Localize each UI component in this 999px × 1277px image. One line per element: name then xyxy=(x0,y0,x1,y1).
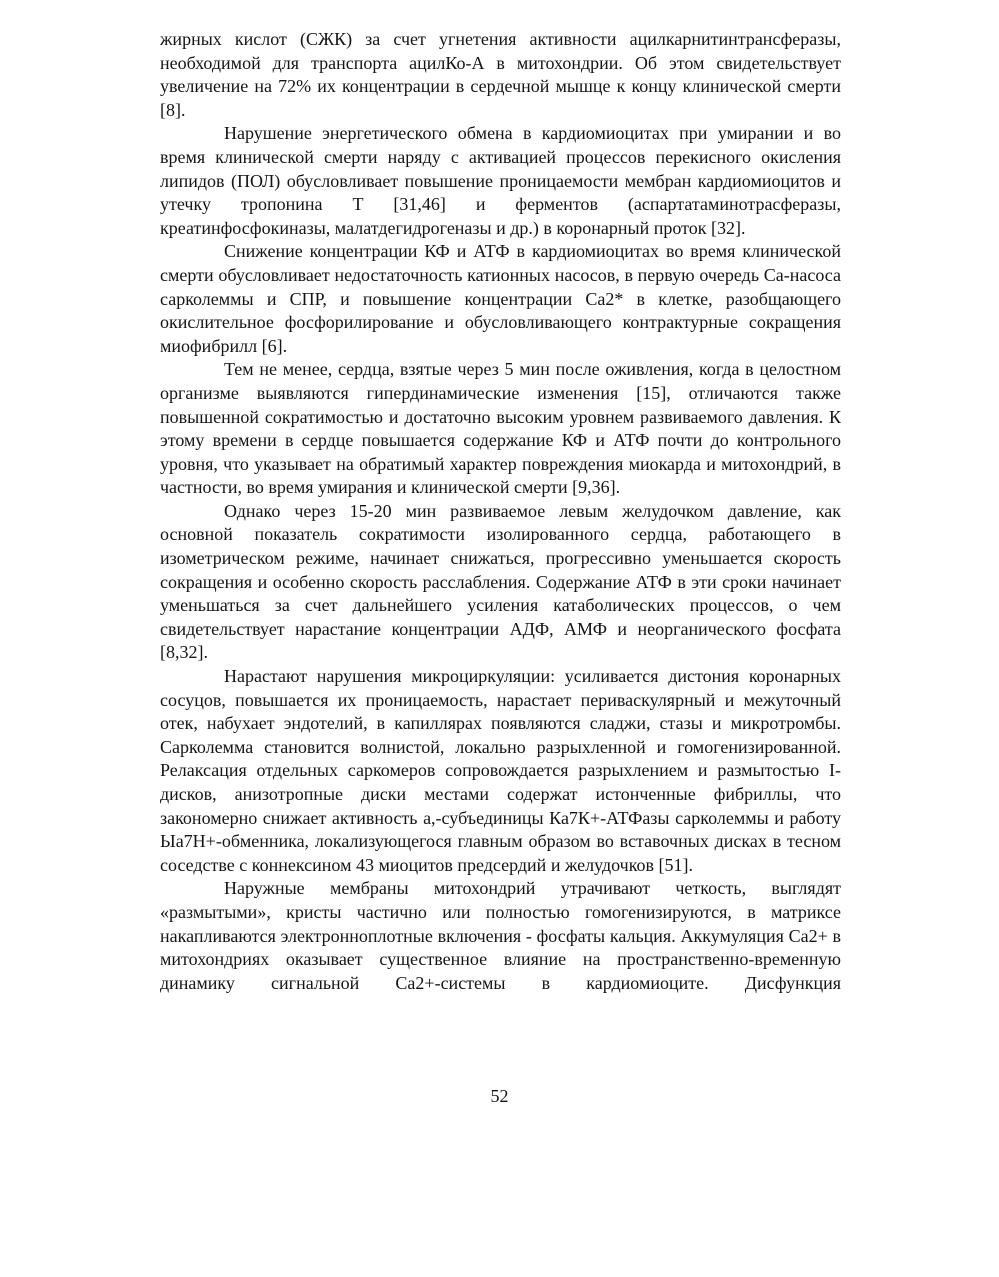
paragraph-1: жирных кислот (СЖК) за счет угнетения активности ацилкарнитинтрансферазы, необходимой для транспорта ацилКо-А в митохондрии. Об этом свидетельствует увеличение на 72% их концентрации в сердечной мышце к концу клинической смерти [8]. xyxy=(160,29,841,120)
paragraph-4: Тем не менее, сердца, взятые через 5 мин после оживления, когда в целостном организме выявляются гипердинамические изменения [15], отличаются также повышенной сократимостью и достаточно высоким уровнем развиваемого давления. К этому времени в сердце повышается содержание КФ и АТФ почти до контрольного уровня, что указывает на обратимый характер повреждения миокарда и митохондрий, в частности, во время умирания и клинической смерти [9,36]. xyxy=(160,359,841,498)
paragraph-7: Наружные мембраны митохондрий утрачивают четкость, выглядят «размытыми», кристы частично или полностью гомогенизируются, в матриксе накапливаются электронноплотные включения - фосфаты кальция. Аккумуляция Са2+ в митохондриях оказывает существенное влияние на пространственно-временную динамику сигнальной Са2+-системы в кардиомиоците. Дисфункция xyxy=(160,878,841,993)
page-number: 52 xyxy=(490,1086,509,1106)
paragraph-5: Однако через 15-20 мин развиваемое левым желудочком давление, как основной показатель сократимости изолированного сердца, работающего в изометрическом режиме, начинает снижаться, прогрессивно уменьшается скорость сокращения и особенно скорость расслабления. Содержание АТФ в эти сроки начинает уменьшаться за счет дальнейшего усиления катаболических процессов, о чем свидетельствует нарастание концентрации АДФ, АМФ и неорганического фосфата [8,32]. xyxy=(160,500,841,663)
paragraph-2: Нарушение энергетического обмена в кардиомиоцитах при умирании и во время клинической смерти наряду с активацией процессов перекисного окисления липидов (ПОЛ) обусловливает повышение проницаемости мембран кардиомиоцитов и утечку тропонина Т [31,46] и ферментов (аспартатаминотрасферазы, креатинфосфокиназы, малатдегидрогеназы и др.) в коронарный проток [32]. xyxy=(160,123,841,238)
document-page xyxy=(160,28,841,995)
paragraph-3: Снижение концентрации КФ и АТФ в кардиомиоцитах во время клинической смерти обусловливает недостаточность катионных насосов, в первую очередь Са-насоса сарколеммы и СПР, и повышение концентрации Са2* в клетке, разобщающего окислительное фосфорилирование и обусловливающего контрактурные сокращения миофибрилл [6]. xyxy=(160,241,841,356)
paragraph-6: Нарастают нарушения микроциркуляции: усиливается дистония коронарных сосуцов, повышается их проницаемость, нарастает периваскулярный и межуточный отек, набухает эндотелий, в капиллярах появляются сладжи, стазы и микротромбы. Сарколемма становится волнистой, локально разрыхленной и гомогенизированной. Релаксация отдельных саркомеров сопровождается разрыхлением и размытостью I-дисков, анизотропные диски местами содержат истонченные фибриллы, что закономерно снижает активность а,-субъединицы Ка7К+-АТФазы сарколеммы и работу Ыа7Н+-обменника, локализующегося главным образом во вставочных дисках в тесном соседстве с коннексином 43 миоцитов предсердий и желудочков [51]. xyxy=(160,666,841,875)
